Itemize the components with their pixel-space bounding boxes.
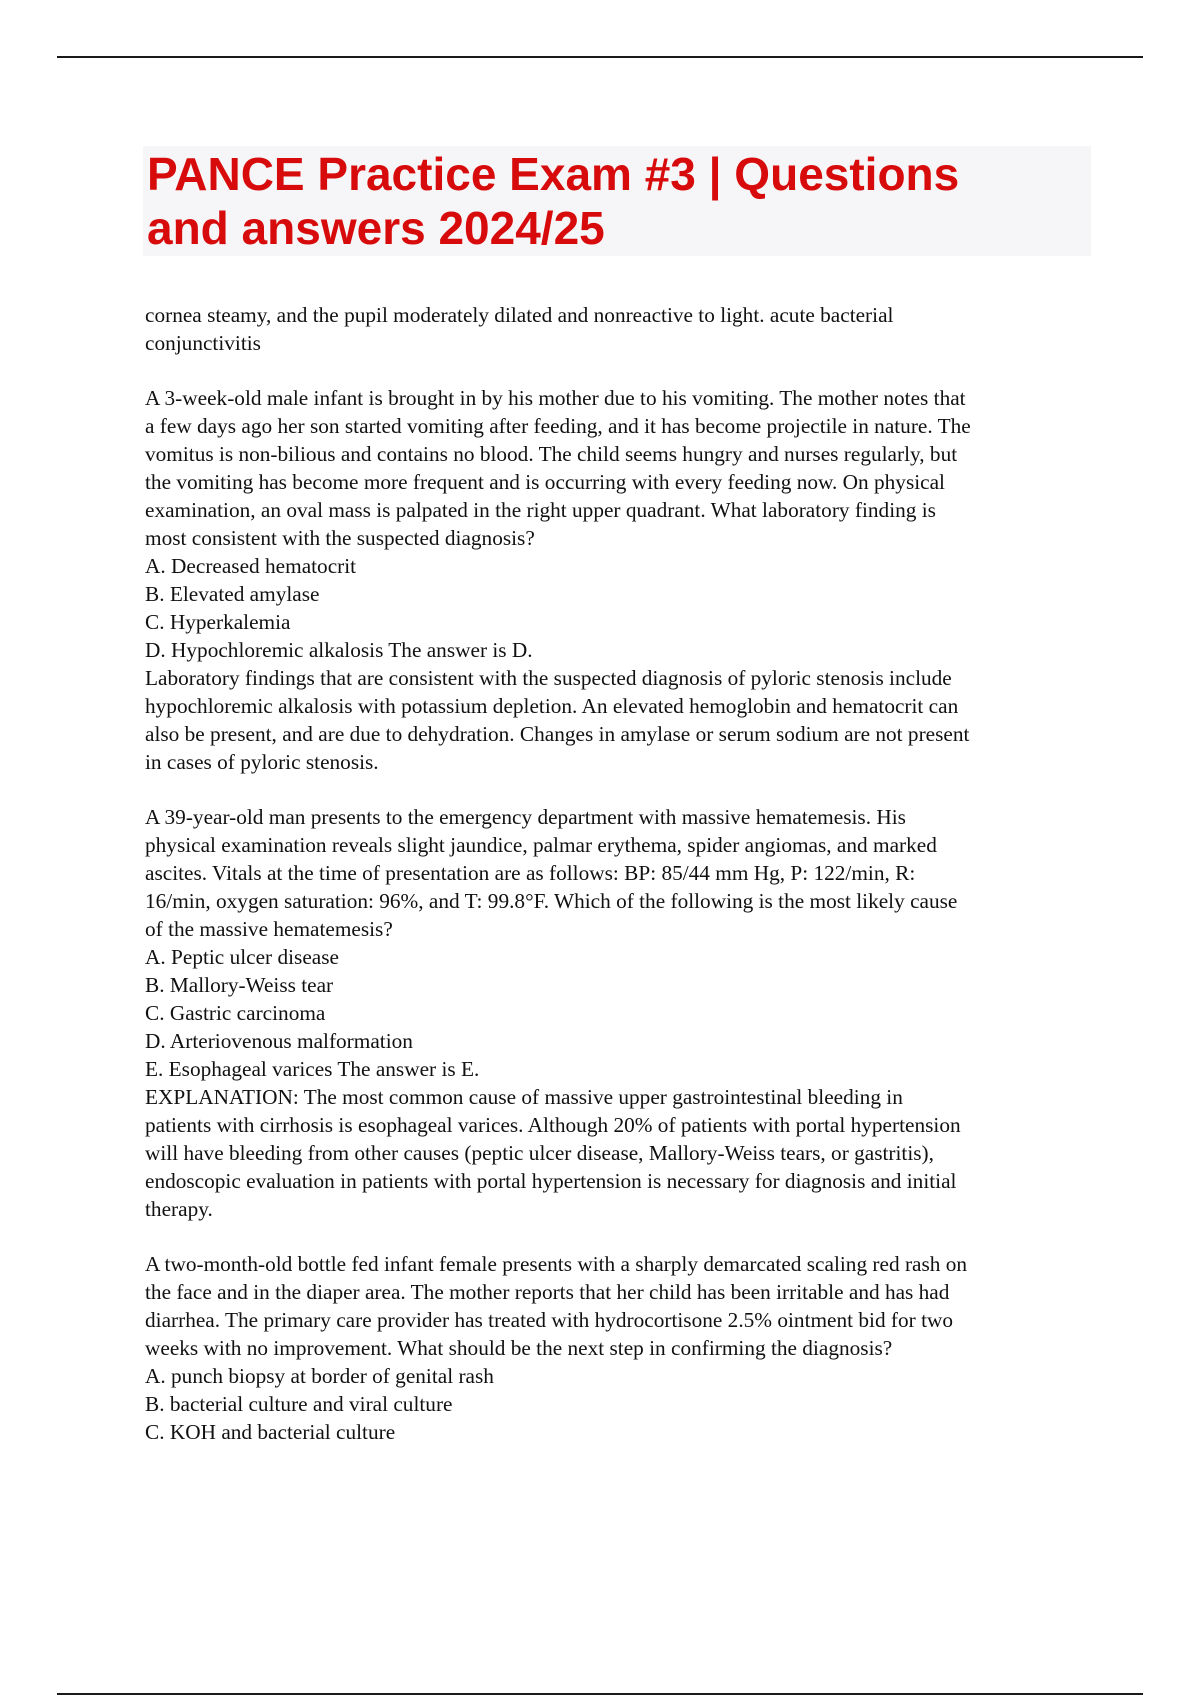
title-line: PANCE Practice Exam #3 | Questions [147, 148, 960, 200]
text-line: 16/min, oxygen saturation: 96%, and T: 99.8°F. Which of the following is the most likely cause [145, 889, 958, 913]
text-line: in cases of pyloric stenosis. [145, 750, 379, 774]
text-line: weeks with no improvement. What should be the next step in confirming the diagnosis? [145, 1336, 893, 1360]
text-line: D. Arteriovenous malformation [145, 1029, 413, 1053]
text-line: A 3-week-old male infant is brought in by his mother due to his vomiting. The mother notes that [145, 386, 966, 410]
text-line: will have bleeding from other causes (peptic ulcer disease, Mallory-Weiss tears, or gastritis), [145, 1141, 934, 1165]
text-line: diarrhea. The primary care provider has treated with hydrocortisone 2.5% ointment bid for two [145, 1308, 954, 1332]
text-line: C. KOH and bacterial culture [145, 1420, 396, 1444]
text-line: A. punch biopsy at border of genital rash [145, 1364, 494, 1388]
text-line: C. Gastric carcinoma [145, 1001, 326, 1025]
text-line: EXPLANATION: The most common cause of massive upper gastrointestinal bleeding in [145, 1085, 903, 1109]
text-block [145, 1250, 1095, 1446]
text-line: a few days ago her son started vomiting after feeding, and it has become projectile in nature. The [145, 414, 971, 438]
text-line: Laboratory findings that are consistent with the suspected diagnosis of pyloric stenosis include [145, 666, 952, 690]
text-line: endoscopic evaluation in patients with portal hypertension is necessary for diagnosis and initial [145, 1169, 957, 1193]
title-banner [143, 146, 1091, 256]
text-line: vomitus is non-bilious and contains no blood. The child seems hungry and nurses regularly, but [145, 442, 958, 466]
text-line: conjunctivitis [145, 331, 261, 355]
footer-rule [57, 1693, 1143, 1695]
text-line: B. Elevated amylase [145, 582, 320, 606]
text-line: ascites. Vitals at the time of presentation are as follows: BP: 85/44 mm Hg, P: 122/min, R: [145, 861, 916, 885]
text-line: A two-month-old bottle fed infant female presents with a sharply demarcated scaling red rash on [145, 1252, 968, 1276]
text-block [145, 384, 1095, 776]
document-title [147, 146, 1087, 255]
text-line: cornea steamy, and the pupil moderately dilated and nonreactive to light. acute bacterial [145, 303, 894, 327]
text-line: also be present, and are due to dehydration. Changes in amylase or serum sodium are not present [145, 722, 970, 746]
document-body [145, 301, 1095, 1473]
text-line: D. Hypochloremic alkalosis The answer is D. [145, 638, 533, 662]
text-block [145, 803, 1095, 1223]
title-line: and answers 2024/25 [147, 202, 605, 254]
text-line: A. Peptic ulcer disease [145, 945, 339, 969]
text-line: C. Hyperkalemia [145, 610, 291, 634]
text-line: A. Decreased hematocrit [145, 554, 357, 578]
text-block [145, 301, 1095, 357]
text-line: physical examination reveals slight jaundice, palmar erythema, spider angiomas, and marked [145, 833, 937, 857]
text-line: B. bacterial culture and viral culture [145, 1392, 453, 1416]
text-line: most consistent with the suspected diagnosis? [145, 526, 535, 550]
text-line: E. Esophageal varices The answer is E. [145, 1057, 480, 1081]
text-line: the vomiting has become more frequent and is occurring with every feeding now. On physical [145, 470, 945, 494]
text-line: the face and in the diaper area. The mother reports that her child has been irritable and has had [145, 1280, 950, 1304]
header-rule [57, 56, 1143, 58]
text-line: patients with cirrhosis is esophageal varices. Although 20% of patients with portal hypertension [145, 1113, 961, 1137]
text-line: therapy. [145, 1197, 213, 1221]
text-line: A 39-year-old man presents to the emergency department with massive hematemesis. His [145, 805, 906, 829]
text-line: hypochloremic alkalosis with potassium depletion. An elevated hemoglobin and hematocrit can [145, 694, 959, 718]
text-line: examination, an oval mass is palpated in the right upper quadrant. What laboratory finding is [145, 498, 936, 522]
text-line: of the massive hematemesis? [145, 917, 393, 941]
text-line: B. Mallory-Weiss tear [145, 973, 334, 997]
